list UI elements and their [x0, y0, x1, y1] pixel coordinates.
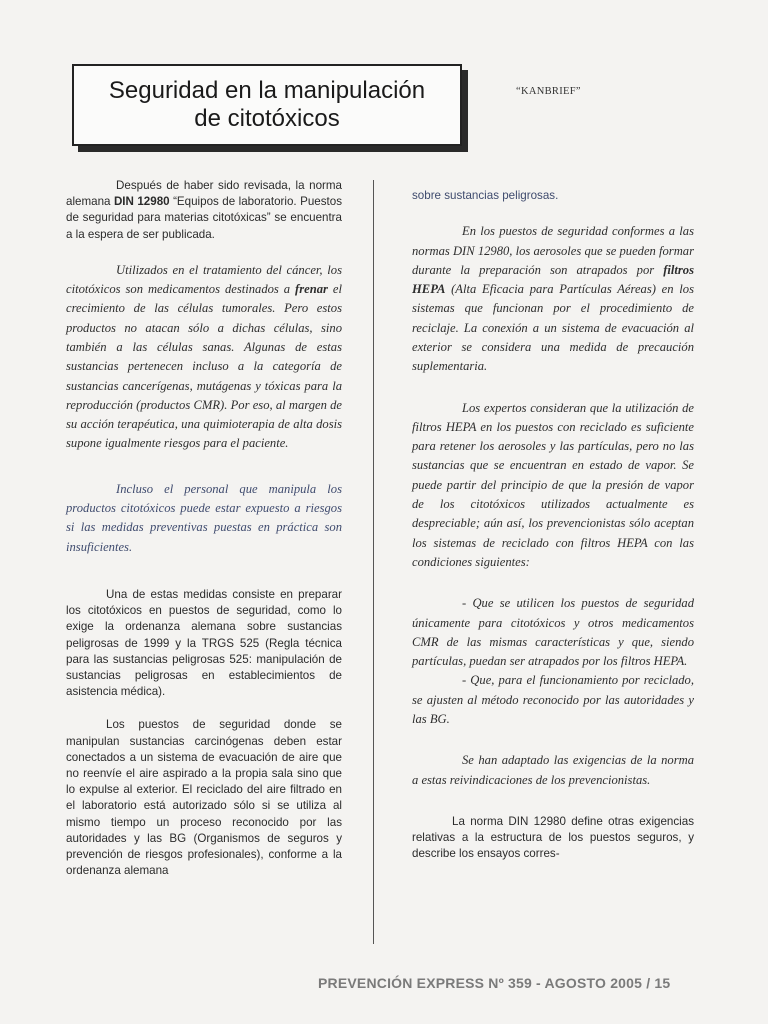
page-footer: PREVENCIÓN EXPRESS Nº 359 - AGOSTO 2005 / 15 — [318, 975, 671, 991]
source-label: “KANBRIEF” — [516, 86, 581, 97]
left-paragraph-1 — [66, 178, 342, 243]
right-paragraph-1 — [412, 222, 694, 376]
left-paragraph-3: Incluso el personal que manipula los productos citotóxicos puede estar expuesto a riesgos si las medidas preventivas puestas en práctica son insuficientes. — [66, 481, 342, 554]
rp1-text-a: En los puestos de seguridad conformes a las normas DIN 12980, los aerosoles que se pueden formar durante la preparación son atrapados por — [412, 224, 694, 277]
rp1-text-b: (Alta Eficacia para Partículas Aéreas) en los sistemas que funcionan por el procedimiento de reciclaje. La conexión a un sistema de evacuación al exterior se considera una medida de precaución suplementaria. — [412, 282, 694, 374]
left-paragraph-2 — [66, 261, 342, 454]
left-paragraph-4: Una de estas medidas consiste en preparar los citotóxicos en puestos de seguridad, como lo exige la ordenanza alemana sobre sustancias peligrosas de 1999 y la TRGS 525 (Regla técnica para las sustancias peligrosas 525: manipulación de sustancias peligrosas en establecimientos de asistencia médica). — [66, 587, 342, 699]
right-paragraph-6: La norma DIN 12980 define otras exigencias relativas a la estructura de los puestos seguros, y describe los ensayos corres- — [412, 814, 694, 861]
right-column — [412, 188, 694, 863]
right-paragraph-0: sobre sustancias peligrosas. — [412, 189, 559, 202]
rp1-hepa-bold: filtros HEPA — [412, 262, 694, 297]
p2-text-a: Utilizados en el tratamiento del cáncer, los citotóxicos son medicamentos destinados a — [66, 262, 342, 297]
p2-text-b: el crecimiento de las células tumorales. Pero estos productos no atacan sólo a dichas células, sino también a las células sanas. Algunas de estas sustancias pertenecen incluso a la categoría de sustancias cancerígenas, mutágenas y tóxicas para la reproducción (productos CMR). Por eso, al margen de su acción terapéutica, una quimioterapia de alta dosis supone igualmente riesgos para el paciente. — [66, 282, 342, 451]
p1-din-bold: DIN 12980 — [113, 195, 170, 209]
left-column — [66, 178, 342, 879]
column-divider — [373, 180, 374, 944]
left-paragraph-5: Los puestos de seguridad donde se manipulan sustancias carcinógenas deben estar conectados a un sistema de evacuación de aire que no reenvíe el aire aspirado a la propia sala sino que lo expulse al exterior. El reciclado del aire filtrado en el laboratorio está autorizado sólo si se utiliza al mismo tiempo un proceso reconocido por las autoridades y las BG (Organismos de seguros y prevención de riesgos profesionales), conforme a la ordenanza alemana — [66, 718, 342, 878]
right-paragraph-4: - Que, para el funcionamiento por reciclado, se ajusten al método reconocido por las autoridades y las BG. — [412, 673, 694, 727]
right-paragraph-2: Los expertos consideran que la utilización de filtros HEPA en los puestos con reciclado es suficiente para retener los aerosoles y las partículas, pero no las sustancias que se encuentran en estado de vapor. Se puede partir del principio de que la presión de vapor de los citotóxicos utilizados actualmente es despreciable; aún así, los prevencionistas sólo aceptan los sistemas de reciclado con filtros HEPA con las condiciones siguientes: — [412, 400, 694, 569]
right-paragraph-5: Se han adaptado las exigencias de la norma a estas reivindicaciones de los prevencionistas. — [412, 753, 694, 787]
p1-text-a: Después de haber sido revisada, la norma alemana — [66, 179, 342, 209]
p1-text-b: “Equipos de laboratorio. Puestos de seguridad para materias citotóxicas” se encuentra a la espera de ser publicada. — [66, 195, 342, 241]
right-paragraph-3: - Que se utilicen los puestos de seguridad únicamente para citotóxicos y otros medicamentos CMR de las mismas características y que, siendo partículas, puedan ser atrapados por los filtros HEPA. — [412, 596, 694, 669]
page-title-line-2: de citotóxicos — [194, 105, 340, 132]
p2-frenar-bold: frenar — [295, 282, 328, 297]
page-title-line-1: Seguridad en la manipulación — [108, 77, 426, 104]
title-box — [72, 64, 462, 146]
